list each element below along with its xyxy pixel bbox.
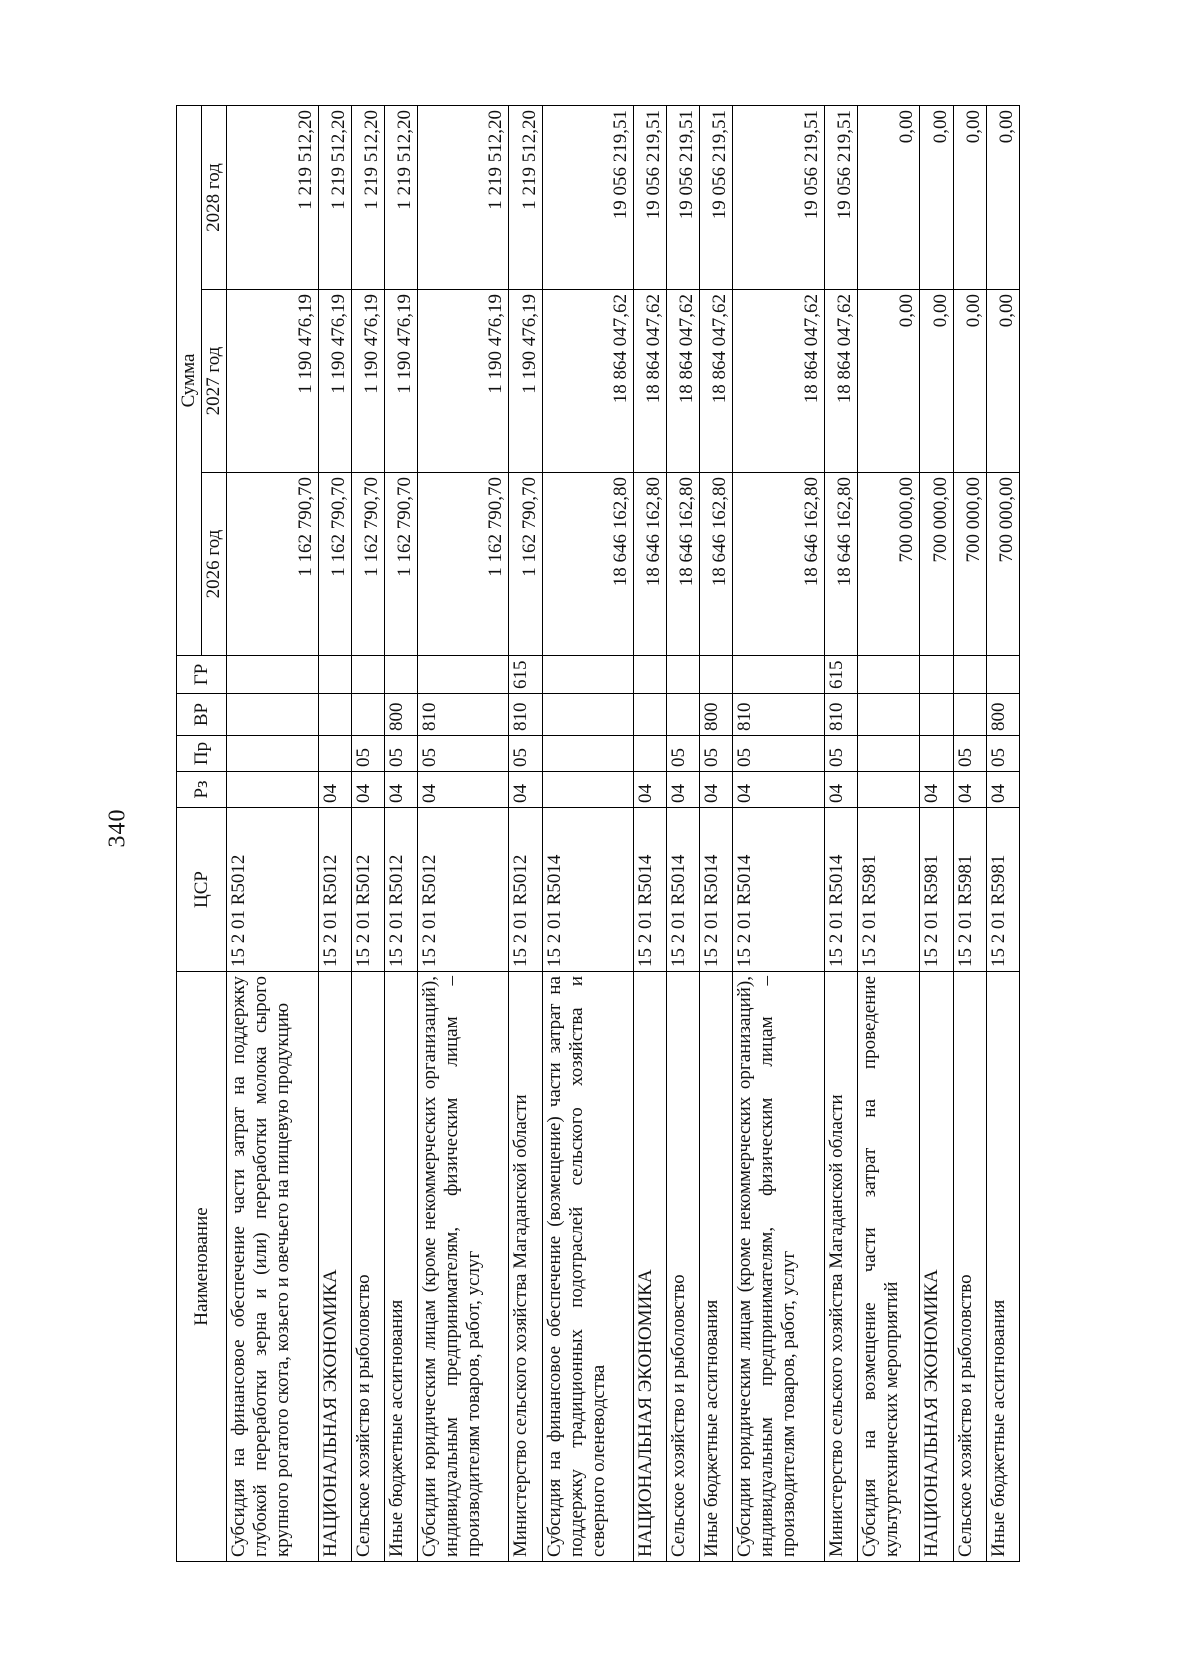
table-row <box>858 106 920 1562</box>
cell-name: Иные бюджетные ассигнования <box>384 972 417 1562</box>
cell-y2026: 1 162 790,70 <box>318 473 351 656</box>
cell-rz: 04 <box>634 772 667 808</box>
cell-y2027: 1 190 476,19 <box>318 290 351 473</box>
table-row <box>986 106 1019 1562</box>
cell-name: Иные бюджетные ассигнования <box>700 972 733 1562</box>
cell-y2026: 18 646 162,80 <box>667 473 700 656</box>
cell-y2026: 1 162 790,70 <box>227 473 319 656</box>
cell-pr: 05 <box>509 736 542 772</box>
cell-name: Субсидия на финансовое обеспечение части затрат на поддержку глубокой переработки зерна и (или) переработки молока сырого крупного рогатого скота, козьего и овечьего на пищевую продукцию <box>227 972 319 1562</box>
cell-csr: 15 2 01 R5012 <box>384 808 417 972</box>
cell-y2028: 0,00 <box>986 106 1019 290</box>
table-row <box>542 106 634 1562</box>
cell-rz: 04 <box>986 772 1019 808</box>
cell-vr <box>227 694 319 736</box>
cell-y2028: 1 219 512,20 <box>227 106 319 290</box>
cell-csr: 15 2 01 R5014 <box>700 808 733 972</box>
header-csr: ЦСР <box>177 808 227 972</box>
cell-y2028: 1 219 512,20 <box>318 106 351 290</box>
cell-name: Министерство сельского хозяйства Магаданской области <box>509 972 542 1562</box>
cell-y2028: 19 056 219,51 <box>667 106 700 290</box>
cell-csr: 15 2 01 R5012 <box>417 808 509 972</box>
cell-rz: 04 <box>417 772 509 808</box>
cell-pr <box>858 736 920 772</box>
cell-gr <box>733 656 825 694</box>
cell-gr: 615 <box>824 656 857 694</box>
cell-vr <box>667 694 700 736</box>
cell-y2026: 1 162 790,70 <box>417 473 509 656</box>
header-rz: Рз <box>177 772 227 808</box>
cell-gr <box>384 656 417 694</box>
cell-csr: 15 2 01 R5014 <box>733 808 825 972</box>
cell-vr <box>920 694 953 736</box>
cell-rz: 04 <box>700 772 733 808</box>
cell-pr <box>920 736 953 772</box>
cell-pr: 05 <box>667 736 700 772</box>
cell-gr <box>351 656 384 694</box>
cell-y2028: 19 056 219,51 <box>700 106 733 290</box>
cell-y2028: 1 219 512,20 <box>384 106 417 290</box>
header-2026: 2026 год <box>202 473 227 656</box>
cell-y2026: 700 000,00 <box>858 473 920 656</box>
cell-pr <box>542 736 634 772</box>
cell-pr <box>634 736 667 772</box>
cell-csr: 15 2 01 R5012 <box>318 808 351 972</box>
cell-csr: 15 2 01 R5012 <box>351 808 384 972</box>
cell-csr: 15 2 01 R5981 <box>920 808 953 972</box>
cell-csr: 15 2 01 R5012 <box>227 808 319 972</box>
cell-y2028: 0,00 <box>920 106 953 290</box>
cell-pr: 05 <box>733 736 825 772</box>
header-2028: 2028 год <box>202 106 227 290</box>
cell-vr <box>634 694 667 736</box>
cell-rz: 04 <box>920 772 953 808</box>
cell-rz: 04 <box>733 772 825 808</box>
cell-gr <box>634 656 667 694</box>
cell-y2027: 18 864 047,62 <box>700 290 733 473</box>
cell-csr: 15 2 01 R5014 <box>824 808 857 972</box>
cell-y2027: 1 190 476,19 <box>227 290 319 473</box>
cell-y2028: 0,00 <box>858 106 920 290</box>
table-row <box>509 106 542 1562</box>
cell-name: Сельское хозяйство и рыболовство <box>351 972 384 1562</box>
table-row <box>384 106 417 1562</box>
cell-gr <box>318 656 351 694</box>
cell-vr: 810 <box>417 694 509 736</box>
cell-vr <box>542 694 634 736</box>
cell-vr: 800 <box>986 694 1019 736</box>
cell-pr: 05 <box>953 736 986 772</box>
cell-y2027: 18 864 047,62 <box>542 290 634 473</box>
cell-gr <box>858 656 920 694</box>
cell-vr <box>351 694 384 736</box>
cell-gr <box>700 656 733 694</box>
cell-y2027: 1 190 476,19 <box>384 290 417 473</box>
cell-y2026: 700 000,00 <box>986 473 1019 656</box>
cell-y2028: 1 219 512,20 <box>509 106 542 290</box>
cell-y2028: 19 056 219,51 <box>824 106 857 290</box>
table-row <box>667 106 700 1562</box>
cell-y2026: 18 646 162,80 <box>700 473 733 656</box>
cell-rz: 04 <box>384 772 417 808</box>
cell-gr: 615 <box>509 656 542 694</box>
cell-name: НАЦИОНАЛЬНАЯ ЭКОНОМИКА <box>634 972 667 1562</box>
cell-y2026: 18 646 162,80 <box>733 473 825 656</box>
cell-vr: 810 <box>733 694 825 736</box>
cell-name: Субсидии юридическим лицам (кроме некоммерческих организаций), индивидуальным предпринимателям, физическим лицам – производителям товаров, работ, услуг <box>417 972 509 1562</box>
table-row <box>733 106 825 1562</box>
cell-pr: 05 <box>986 736 1019 772</box>
cell-y2028: 1 219 512,20 <box>417 106 509 290</box>
header-vr: ВР <box>177 694 227 736</box>
cell-csr: 15 2 01 R5981 <box>858 808 920 972</box>
cell-y2026: 700 000,00 <box>920 473 953 656</box>
cell-csr: 15 2 01 R5981 <box>953 808 986 972</box>
cell-name: Сельское хозяйство и рыболовство <box>953 972 986 1562</box>
cell-gr <box>920 656 953 694</box>
cell-name: Иные бюджетные ассигнования <box>986 972 1019 1562</box>
cell-csr: 15 2 01 R5014 <box>667 808 700 972</box>
cell-gr <box>417 656 509 694</box>
header-2027: 2027 год <box>202 290 227 473</box>
cell-name: НАЦИОНАЛЬНАЯ ЭКОНОМИКА <box>318 972 351 1562</box>
header-pr: Пр <box>177 736 227 772</box>
cell-y2027: 0,00 <box>986 290 1019 473</box>
cell-rz <box>227 772 319 808</box>
cell-gr <box>542 656 634 694</box>
cell-vr <box>318 694 351 736</box>
cell-name: Сельское хозяйство и рыболовство <box>667 972 700 1562</box>
cell-gr <box>953 656 986 694</box>
table-row <box>351 106 384 1562</box>
cell-gr <box>227 656 319 694</box>
cell-rz <box>542 772 634 808</box>
cell-y2027: 18 864 047,62 <box>733 290 825 473</box>
header-sum: Сумма <box>177 106 202 656</box>
table-row <box>920 106 953 1562</box>
cell-gr <box>667 656 700 694</box>
cell-y2027: 18 864 047,62 <box>634 290 667 473</box>
cell-pr: 05 <box>417 736 509 772</box>
cell-y2027: 1 190 476,19 <box>509 290 542 473</box>
cell-vr: 800 <box>700 694 733 736</box>
cell-pr: 05 <box>824 736 857 772</box>
table-row <box>634 106 667 1562</box>
table-row <box>318 106 351 1562</box>
rotated-table-wrapper <box>176 106 1020 1562</box>
cell-vr: 800 <box>384 694 417 736</box>
table-row <box>227 106 319 1562</box>
cell-name: Субсидии юридическим лицам (кроме некоммерческих организаций), индивидуальным предпринимателям, физическим лицам – производителям товаров, работ, услуг <box>733 972 825 1562</box>
cell-name: Субсидия на возмещение части затрат на проведение культуртехнических мероприятий <box>858 972 920 1562</box>
cell-y2028: 0,00 <box>953 106 986 290</box>
page-number: 340 <box>104 808 131 848</box>
cell-gr <box>986 656 1019 694</box>
header-name: Наименование <box>177 972 227 1562</box>
cell-y2028: 19 056 219,51 <box>542 106 634 290</box>
cell-y2027: 18 864 047,62 <box>824 290 857 473</box>
cell-y2027: 1 190 476,19 <box>351 290 384 473</box>
cell-name: НАЦИОНАЛЬНАЯ ЭКОНОМИКА <box>920 972 953 1562</box>
cell-y2026: 700 000,00 <box>953 473 986 656</box>
cell-vr <box>953 694 986 736</box>
cell-y2026: 18 646 162,80 <box>634 473 667 656</box>
cell-rz: 04 <box>318 772 351 808</box>
cell-y2026: 18 646 162,80 <box>824 473 857 656</box>
budget-table <box>176 105 1020 1562</box>
cell-y2027: 0,00 <box>858 290 920 473</box>
cell-csr: 15 2 01 R5981 <box>986 808 1019 972</box>
table-body <box>227 106 1020 1562</box>
cell-vr: 810 <box>824 694 857 736</box>
cell-y2027: 1 190 476,19 <box>417 290 509 473</box>
cell-y2026: 1 162 790,70 <box>384 473 417 656</box>
cell-rz: 04 <box>509 772 542 808</box>
cell-name: Субсидия на финансовое обеспечение (возмещение) части затрат на поддержку традиционных подотраслей сельского хозяйства и северного оленеводства <box>542 972 634 1562</box>
cell-y2026: 1 162 790,70 <box>509 473 542 656</box>
cell-y2027: 18 864 047,62 <box>667 290 700 473</box>
table-row <box>700 106 733 1562</box>
cell-y2027: 0,00 <box>953 290 986 473</box>
cell-pr <box>227 736 319 772</box>
cell-csr: 15 2 01 R5014 <box>634 808 667 972</box>
cell-rz: 04 <box>953 772 986 808</box>
cell-pr: 05 <box>384 736 417 772</box>
cell-csr: 15 2 01 R5014 <box>542 808 634 972</box>
cell-vr <box>858 694 920 736</box>
cell-pr <box>318 736 351 772</box>
cell-csr: 15 2 01 R5012 <box>509 808 542 972</box>
header-gr: ГР <box>177 656 227 694</box>
table-row <box>824 106 857 1562</box>
cell-rz: 04 <box>667 772 700 808</box>
cell-vr: 810 <box>509 694 542 736</box>
cell-y2026: 18 646 162,80 <box>542 473 634 656</box>
cell-rz: 04 <box>824 772 857 808</box>
cell-y2027: 0,00 <box>920 290 953 473</box>
cell-pr: 05 <box>700 736 733 772</box>
table-row <box>953 106 986 1562</box>
cell-y2026: 1 162 790,70 <box>351 473 384 656</box>
cell-y2028: 19 056 219,51 <box>733 106 825 290</box>
cell-pr: 05 <box>351 736 384 772</box>
cell-name: Министерство сельского хозяйства Магаданской области <box>824 972 857 1562</box>
cell-y2028: 1 219 512,20 <box>351 106 384 290</box>
table-row <box>417 106 509 1562</box>
cell-y2028: 19 056 219,51 <box>634 106 667 290</box>
cell-rz: 04 <box>351 772 384 808</box>
cell-rz <box>858 772 920 808</box>
